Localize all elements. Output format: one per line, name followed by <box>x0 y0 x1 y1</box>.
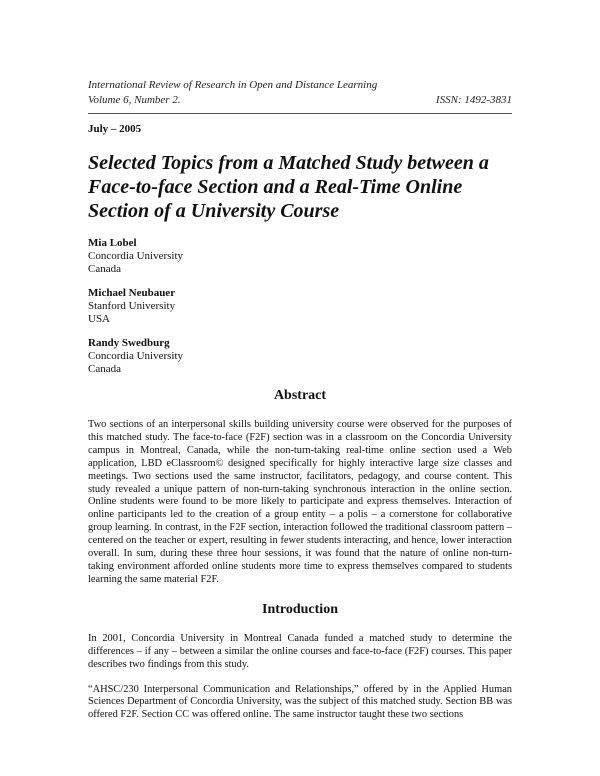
paper-title: Selected Topics from a Matched Study between a Face-to-face Section and a Real-Time Online Section of a University Course <box>88 152 489 222</box>
author-block <box>88 237 512 276</box>
introduction-paragraph: “AHSC/230 Interpersonal Communication and Relationships,” offered by in the Applied Human Sciences Department of Concordia University, was the subject of this matched study. Section BB was offered F2F. Section CC was offered online. The same instructor taught these two sections <box>88 683 512 721</box>
introduction-paragraph: In 2001, Concordia University in Montreal Canada funded a matched study to determine the differences – if any – between a similar the online courses and face-to-face (F2F) courses. This paper describes two findings from this study. <box>88 632 512 670</box>
journal-volume-row <box>88 93 512 108</box>
author-affiliation: Concordia University <box>88 350 184 362</box>
author-country: Canada <box>88 363 121 375</box>
author-affiliation: Stanford University <box>88 300 176 312</box>
header-rule <box>88 113 512 114</box>
introduction-heading: Introduction <box>262 601 338 617</box>
author-affiliation: Concordia University <box>88 250 184 262</box>
abstract-text: Two sections of an interpersonal skills building university course were observed for the purposes of this matched study. The face-to-face (F2F) section was in a classroom on the Concordia University campus in Montreal, Canada, while the non-turn-taking real-time online section used a Web application, LBD eClassroom© designed specifically for highly interactive large size classes and meetings. Two sections used the same instructor, facilitators, pedagogy, and course content. This study revealed a unique pattern of non-turn-taking synchronous interaction in the online section. Online students were found to be more likely to participate and express themselves. Interaction of online participants led to the creation of a group entity – a polis – a cornerstone for collaborative group learning. In contrast, in the F2F section, interaction followed the traditional classroom pattern – centered on the teacher or expert, resulting in fewer students interacting, and hence, lower interaction overall. In sum, during these three hour sessions, it was found that the nature of online non-turn-taking environment afforded online students more time to express themselves compared to students learning the same material F2F. <box>88 419 512 585</box>
author-name: Michael Neubauer <box>88 287 176 299</box>
paper-page <box>88 78 512 722</box>
journal-issn: ISSN: 1492-3831 <box>435 94 512 106</box>
journal-volume: Volume 6, Number 2. <box>88 94 181 106</box>
author-list <box>88 237 512 376</box>
abstract-heading: Abstract <box>273 388 327 403</box>
author-block <box>88 287 512 326</box>
publication-date: July – 2005 <box>88 123 142 135</box>
author-name: Mia Lobel <box>88 237 137 249</box>
author-country: USA <box>88 313 111 325</box>
author-name: Randy Swedburg <box>88 337 170 349</box>
author-block <box>88 337 512 376</box>
author-country: Canada <box>88 263 121 275</box>
journal-name: International Review of Research in Open and Distance Learning <box>88 79 378 91</box>
